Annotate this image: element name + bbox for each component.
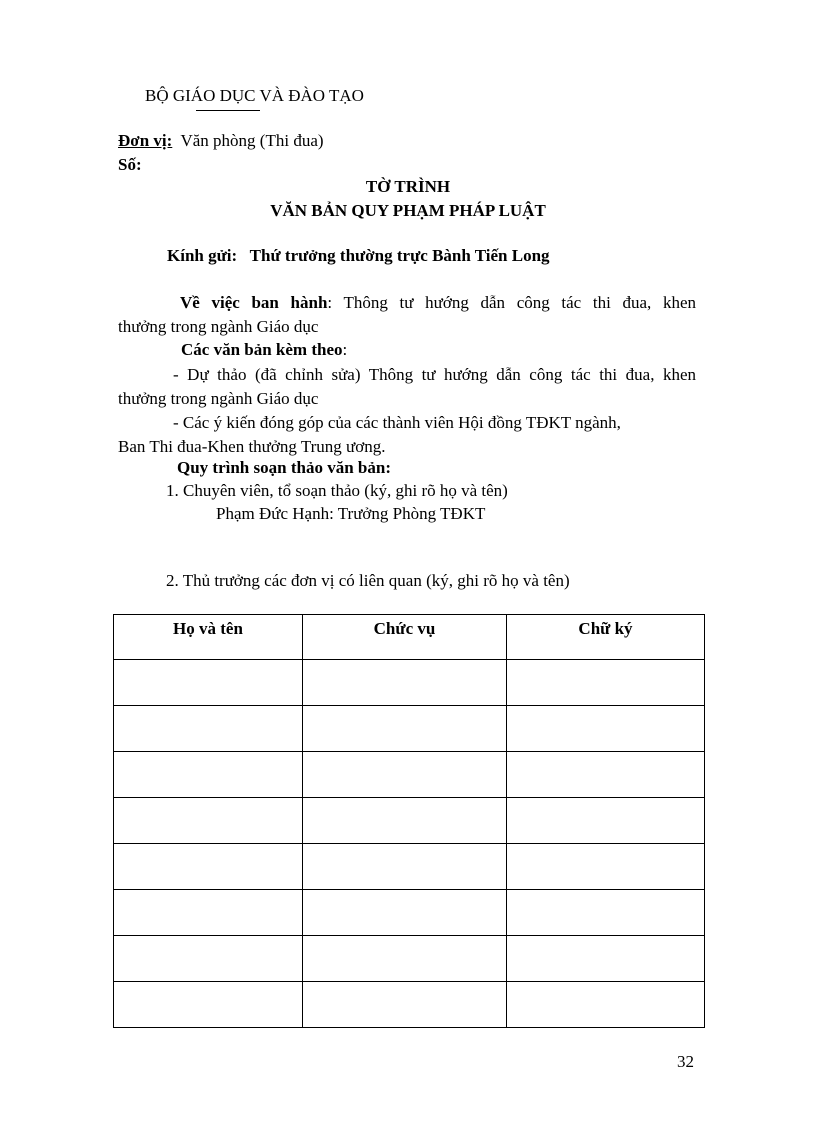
cell-signature: [507, 982, 705, 1028]
table-row: [114, 706, 705, 752]
document-title: TỜ TRÌNH: [365, 177, 451, 196]
cell-signature: [507, 752, 705, 798]
attachment-item: [118, 411, 696, 459]
cell-position: [303, 844, 507, 890]
cell-name: [114, 844, 303, 890]
process-step-1-detail: Phạm Đức Hạnh: Trưởng Phòng TĐKT: [216, 504, 486, 523]
unit-label: Đơn vị:: [118, 131, 173, 150]
process-step-2: 2. Thủ trưởng các đơn vị có liên quan (ký, ghi rõ họ và tên): [166, 571, 570, 590]
cell-name: [114, 798, 303, 844]
attachment-item-line1: - Các ý kiến đóng góp của các thành viên Hội đồng TĐKT ngành,: [173, 413, 621, 432]
column-header-signature: Chữ ký: [507, 615, 705, 660]
table-header-row: [114, 615, 705, 660]
table-row: [114, 752, 705, 798]
cell-position: [303, 982, 507, 1028]
document-number-label: Số:: [118, 155, 142, 174]
cell-name: [114, 706, 303, 752]
cell-name: [114, 982, 303, 1028]
signature-table: [113, 614, 705, 1028]
table-row: [114, 982, 705, 1028]
attachment-item: [118, 363, 696, 411]
attachments-heading: [181, 340, 347, 360]
recipient-value: Thứ trưởng thường trực Bành Tiến Long: [249, 246, 550, 265]
cell-position: [303, 890, 507, 936]
attachments-label: Các văn bản kèm theo: [181, 340, 343, 359]
cell-signature: [507, 844, 705, 890]
page-number: 32: [677, 1052, 694, 1071]
unit-value: Văn phòng (Thi đua): [180, 131, 324, 150]
cell-position: [303, 798, 507, 844]
cell-signature: [507, 798, 705, 844]
ministry-name: BỘ GIÁO DỤC VÀ ĐÀO TẠO: [145, 86, 364, 105]
column-header-position: Chức vụ: [303, 615, 507, 660]
recipient-label: Kính gửi:: [167, 246, 238, 265]
attachment-item-line1: - Dự thảo (đã chỉnh sửa) Thông tư hướng dẫn công tác thi đua, khen: [173, 365, 696, 384]
recipient-line: [167, 246, 550, 266]
cell-position: [303, 706, 507, 752]
attachments-colon: :: [342, 340, 348, 359]
cell-signature: [507, 890, 705, 936]
signature-table-body: [114, 660, 705, 1028]
attachment-item-line2: thưởng trong ngành Giáo dục: [118, 389, 319, 408]
cell-signature: [507, 706, 705, 752]
issue-text-line1: : Thông tư hướng dẫn công tác thi đua, khen: [327, 293, 696, 312]
cell-name: [114, 660, 303, 706]
cell-position: [303, 660, 507, 706]
table-row: [114, 936, 705, 982]
unit-line: [118, 131, 324, 151]
cell-position: [303, 752, 507, 798]
table-row: [114, 890, 705, 936]
table-row: [114, 798, 705, 844]
issue-paragraph: [118, 291, 696, 339]
cell-position: [303, 936, 507, 982]
column-header-name: Họ và tên: [114, 615, 303, 660]
issue-label: Về việc ban hành: [180, 293, 328, 312]
cell-name: [114, 752, 303, 798]
issue-text-line2: thưởng trong ngành Giáo dục: [118, 317, 319, 336]
attachment-item-line2: Ban Thi đua-Khen thưởng Trung ương.: [118, 437, 386, 456]
cell-name: [114, 890, 303, 936]
document-subtitle: VĂN BẢN QUY PHẠM PHÁP LUẬT: [270, 201, 546, 220]
process-heading: Quy trình soạn thảo văn bản:: [177, 458, 391, 477]
cell-signature: [507, 936, 705, 982]
cell-name: [114, 936, 303, 982]
cell-signature: [507, 660, 705, 706]
table-row: [114, 660, 705, 706]
table-row: [114, 844, 705, 890]
ministry-underline: [196, 110, 260, 111]
process-step-1: 1. Chuyên viên, tổ soạn thảo (ký, ghi rõ họ và tên): [166, 481, 508, 500]
